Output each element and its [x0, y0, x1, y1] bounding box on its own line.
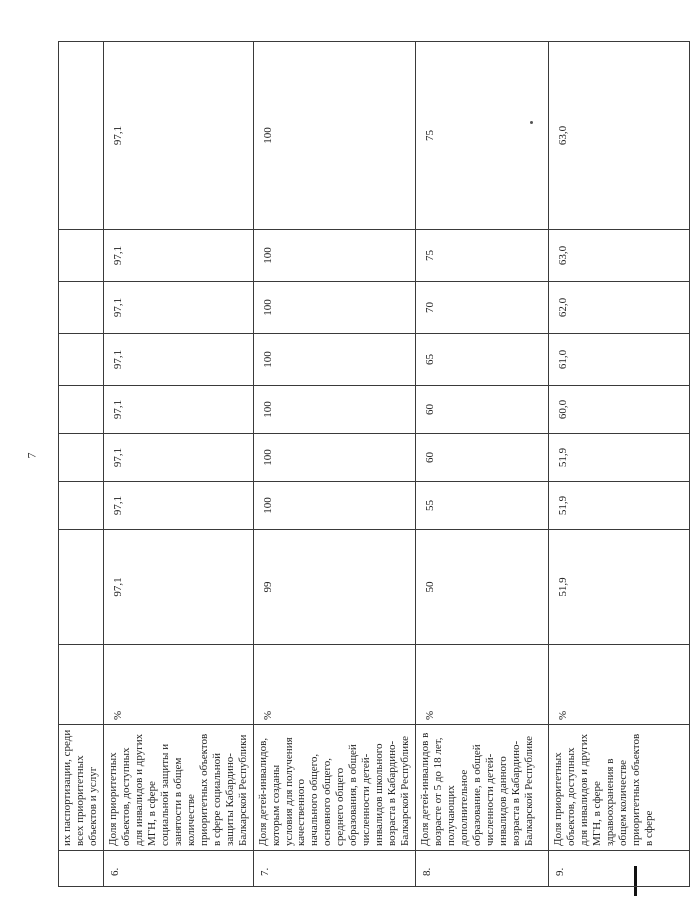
- unit-cell: %: [253, 645, 416, 725]
- table-cell: [59, 282, 104, 334]
- value-cell: 97,1: [103, 230, 253, 282]
- table-cell: [59, 645, 104, 725]
- value-cell: 61,0: [549, 334, 690, 386]
- table-cell: [59, 230, 104, 282]
- row-number: 7.: [253, 851, 416, 887]
- value-cell: 100: [253, 230, 416, 282]
- indicator-name: Доля детей-инвалидов в возрасте от 5 до 18 лет, получающих дополнительное образование, в общей численности детей-инвалидов данного возраста в Кабардино-Балкарской Республике: [416, 725, 549, 851]
- value-cell: 97,1: [103, 482, 253, 530]
- table-cell: [59, 42, 104, 230]
- table-cell: [59, 530, 104, 645]
- value-cell: 63,0: [549, 42, 690, 230]
- value-cell: 63,0: [549, 230, 690, 282]
- indicator-name: Доля приоритетных объектов, доступных для инвалидов и других МГН, в сфере здравоохранения в общем количестве приоритетных объектов в сфере: [549, 725, 690, 851]
- value-cell: 51,9: [549, 530, 690, 645]
- value-cell: 99: [253, 530, 416, 645]
- row-number: 8.: [416, 851, 549, 887]
- table-cell: [59, 386, 104, 434]
- continuation-text: их паспортизации, среди всех приоритетных объектов и услуг: [59, 725, 104, 851]
- unit-cell: %: [103, 645, 253, 725]
- unit-cell: %: [416, 645, 549, 725]
- value-cell: 65: [416, 334, 549, 386]
- value-cell: 75: [416, 42, 549, 230]
- table-row-continuation: [59, 42, 104, 887]
- value-cell: 51,9: [549, 482, 690, 530]
- table-row: [549, 42, 690, 887]
- value-cell: 100: [253, 334, 416, 386]
- value-cell: 97,1: [103, 386, 253, 434]
- indicator-table: [58, 41, 690, 887]
- value-cell: 97,1: [103, 434, 253, 482]
- value-cell: 100: [253, 386, 416, 434]
- table-row: [253, 42, 416, 887]
- value-cell: 100: [253, 282, 416, 334]
- row-number: 6.: [103, 851, 253, 887]
- value-cell: 60: [416, 386, 549, 434]
- value-cell: 100: [253, 482, 416, 530]
- value-cell: 75: [416, 230, 549, 282]
- row-number: 9.: [549, 851, 690, 887]
- value-cell: 97,1: [103, 334, 253, 386]
- value-cell: 51,9: [549, 434, 690, 482]
- value-cell: 70: [416, 282, 549, 334]
- value-cell: 97,1: [103, 282, 253, 334]
- page-number: 7: [24, 452, 39, 459]
- table-cell: [59, 851, 104, 887]
- value-cell: 50: [416, 530, 549, 645]
- table-row: [416, 42, 549, 887]
- value-cell: 97,1: [103, 42, 253, 230]
- value-cell: 62,0: [549, 282, 690, 334]
- value-cell: 97,1: [103, 530, 253, 645]
- value-cell: 55: [416, 482, 549, 530]
- indicator-name: Доля детей-инвалидов, которым созданы условия для получения качественного начального общего, основного общего, среднего общего образования, в общей численности детей-инвалидов школьного возраста в Кабардино-Балкарской Республике: [253, 725, 416, 851]
- unit-cell: %: [549, 645, 690, 725]
- indicator-name: Доля приоритетных объектов, доступных для инвалидов и других МГН, в сфере социальной защиты и занятости в общем количестве приоритетных объектов в сфере социальной защиты Кабардино-Балкарской Республики: [103, 725, 253, 851]
- value-cell: 60: [416, 434, 549, 482]
- table-cell: [59, 334, 104, 386]
- table-row: [103, 42, 253, 887]
- value-cell: 60,0: [549, 386, 690, 434]
- value-cell: 100: [253, 434, 416, 482]
- value-cell: 100: [253, 42, 416, 230]
- indicator-table-wrapper: [58, 42, 655, 887]
- table-cell: [59, 434, 104, 482]
- table-cell: [59, 482, 104, 530]
